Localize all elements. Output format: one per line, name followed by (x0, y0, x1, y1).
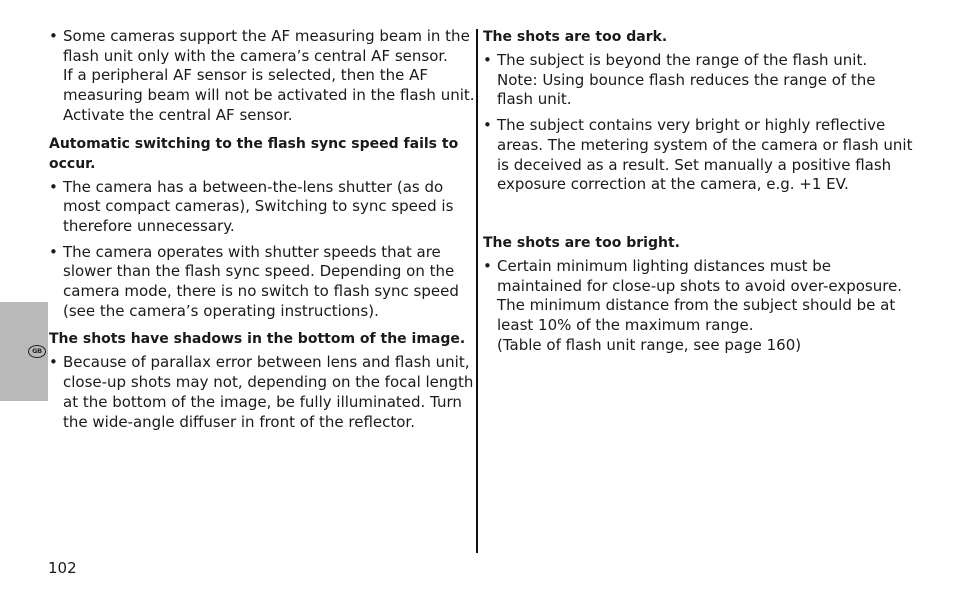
bullet-line: Because of parallax error between lens and flash unit, (63, 353, 470, 372)
bullet-line: camera mode, there is no switch to flash sync speed (63, 282, 459, 301)
bullet-line: exposure correction at the camera, e.g. +1 EV. (497, 175, 849, 194)
bullet-line: (Table of flash unit range, see page 160) (497, 335, 802, 354)
bullet-line: close-up shots may not, depending on the focal length (63, 373, 474, 392)
bullet-line: most compact cameras), Switching to sync speed is (63, 197, 454, 216)
bullet-dot: • (49, 27, 58, 45)
bullet-dot: • (483, 116, 492, 135)
bullet-line: therefore unnecessary. (63, 216, 235, 235)
intro-bullet-line: Activate the central AF sensor. (63, 105, 293, 124)
list-item (483, 116, 913, 195)
bullet-line: at the bottom of the image, be fully illuminated. Turn (63, 392, 462, 411)
intro-bullet-line: If a peripheral AF sensor is selected, then the AF (63, 66, 428, 85)
bullet-line: is deceived as a result. Set manually a positive flash (497, 155, 892, 174)
section-heading-shadows (49, 329, 473, 349)
bullet-dot: • (49, 353, 58, 372)
bullet-line: The subject is beyond the range of the flash unit. (497, 51, 868, 69)
intro-bullet-line: measuring beam will not be activated in the flash unit. (63, 86, 475, 105)
bullet-line: The camera has a between-the-lens shutter (as do (63, 177, 444, 196)
list-item (483, 257, 908, 356)
heading-line: Automatic switching to the flash sync speed fails to (49, 135, 459, 152)
right-column (483, 27, 913, 361)
bullet-line: areas. The metering system of the camera or flash unit (497, 135, 913, 154)
bullet-line: The subject contains very bright or highly reflective (497, 116, 886, 135)
list-item (49, 178, 473, 237)
bullet-line: least 10% of the maximum range. (497, 316, 754, 335)
list-item (49, 243, 473, 322)
section-spacer (483, 201, 908, 225)
left-column (49, 27, 473, 438)
section-heading-too-dark (483, 27, 908, 47)
heading-line: The shots are too dark. (483, 29, 668, 45)
section-heading-sync-speed (49, 134, 473, 174)
bullet-line: (see the camera’s operating instructions). (63, 301, 379, 320)
bullet-line: slower than the flash sync speed. Depending on the (63, 262, 455, 281)
bullet-dot: • (483, 51, 492, 69)
bullet-line: maintained for close-up shots to avoid over-exposure. (497, 276, 903, 295)
bullet-dot: • (49, 242, 58, 261)
section-heading-too-bright (483, 233, 908, 253)
page-number: 102 (48, 559, 77, 577)
heading-line: occur. (49, 155, 96, 172)
bullet-line: flash unit. (497, 90, 572, 109)
list-item (49, 353, 473, 432)
bullet-line: Certain minimum lighting distances must be (497, 256, 832, 275)
bullet-line: Note: Using bounce flash reduces the range of the (497, 70, 876, 89)
heading-line: The shots are too bright. (483, 234, 680, 251)
bullet-dot: • (49, 177, 58, 196)
column-divider (476, 29, 478, 553)
language-badge-gb: GB (28, 345, 46, 358)
heading-line: The shots have shadows in the bottom of the image. (49, 331, 466, 348)
intro-bullet-line: Some cameras support the AF measuring beam in the (63, 27, 470, 45)
bullet-line: the wide-angle diffuser in front of the reflector. (63, 412, 415, 431)
bullet-line: The minimum distance from the subject should be at (497, 296, 896, 315)
bullet-line: The camera operates with shutter speeds that are (63, 242, 441, 261)
intro-bullet-line: flash unit only with the camera’s central AF sensor. (63, 46, 448, 65)
intro-bullet (49, 27, 473, 126)
bullet-dot: • (483, 256, 492, 275)
list-item (483, 51, 908, 110)
